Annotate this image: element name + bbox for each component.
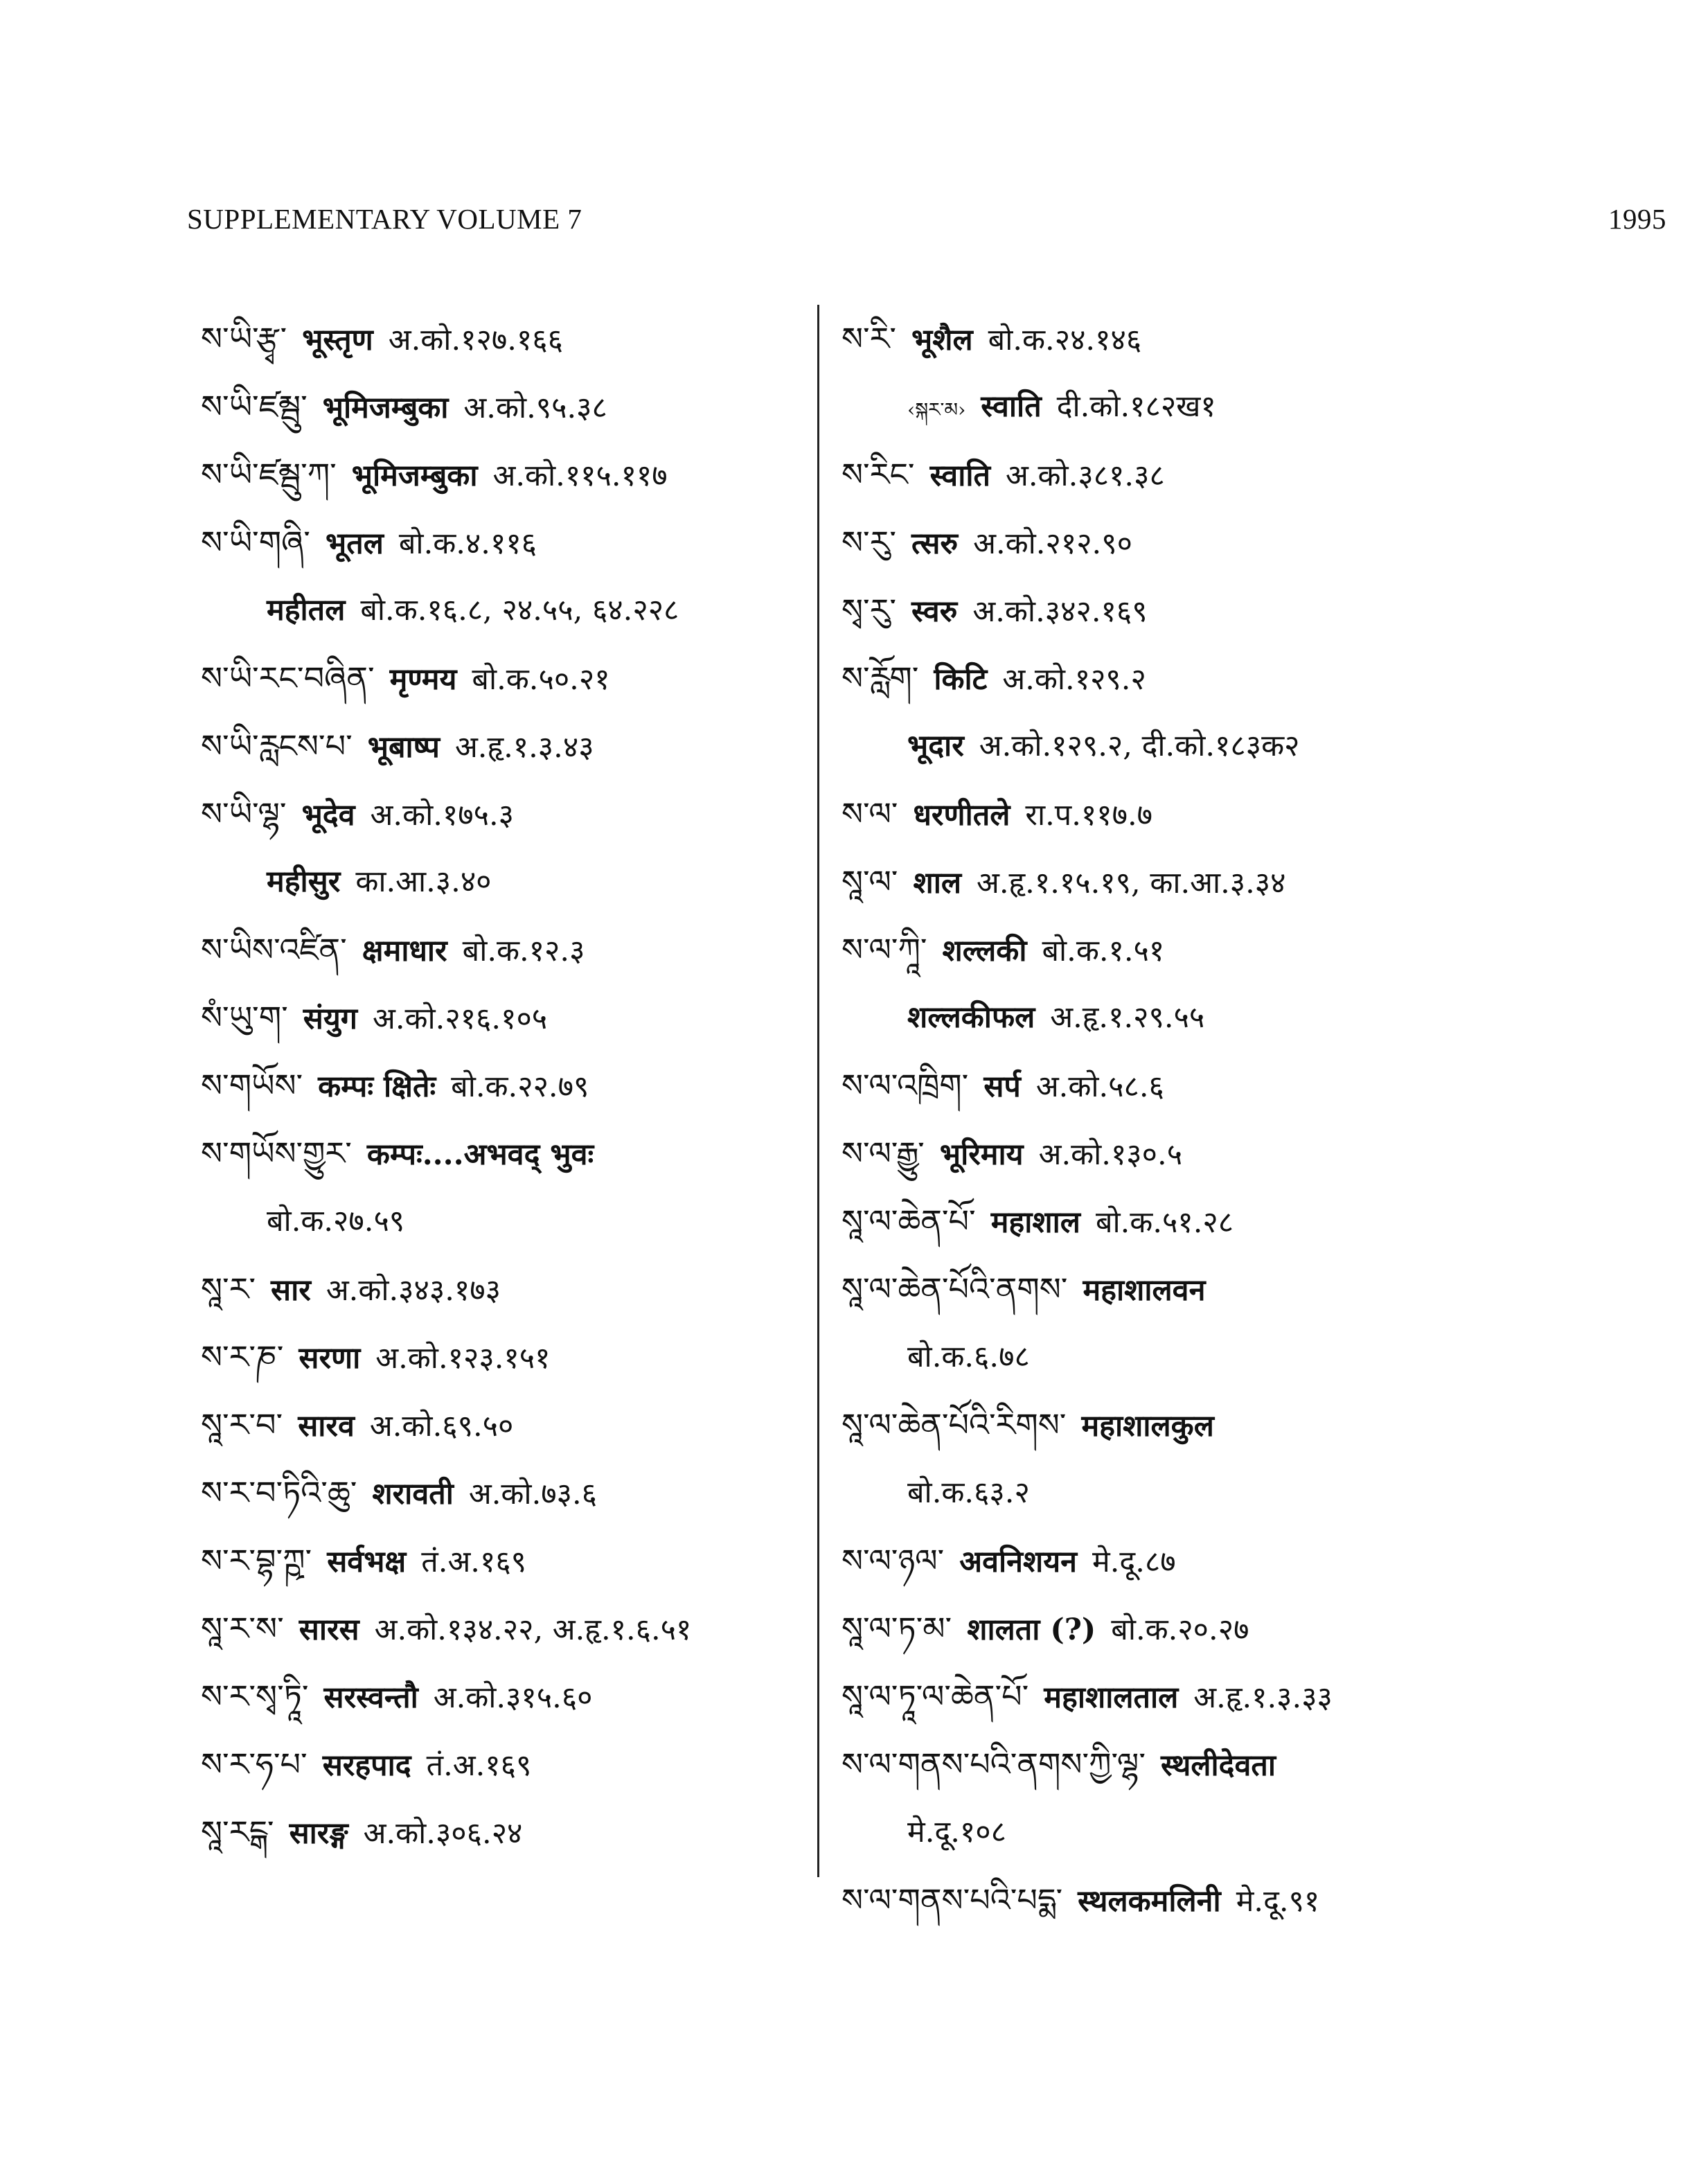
sanskrit-term: भूरिमाय <box>939 1137 1024 1172</box>
sanskrit-term: भूतल <box>325 526 384 561</box>
dictionary-entry <box>841 1391 1465 1459</box>
dictionary-entry <box>841 441 1465 508</box>
sanskrit-term: सर्प <box>983 1069 1021 1104</box>
dictionary-entry <box>841 508 1465 576</box>
dictionary-entry <box>201 305 817 373</box>
dictionary-entry <box>841 1730 1465 1798</box>
sanskrit-term: सर्वभक्ष <box>327 1545 407 1579</box>
sanskrit-term: सरहपाद <box>322 1748 411 1783</box>
tibetan-term: སཱ་ལ་ཏཱ་ལ་ཆེན་པོ་ <box>841 1678 1029 1715</box>
reference: अ.को.७३.६ <box>468 1477 597 1511</box>
sanskrit-term: किटि <box>934 662 988 697</box>
sanskrit-term: सरणा <box>299 1341 361 1376</box>
tibetan-term: ས་རུ་ <box>841 524 897 561</box>
dictionary-entry <box>841 780 1465 848</box>
sanskrit-term: सारस <box>299 1613 359 1647</box>
tibetan-term: སཱ་ལ་ཏ་མ་ <box>841 1610 952 1647</box>
tibetan-term: ས་ཡི་ལྷ་ <box>201 795 287 833</box>
sanskrit-term: अवनिशयन <box>959 1545 1078 1579</box>
tibetan-term: ས་ཡི་རླངས་པ་ <box>201 727 353 765</box>
dictionary-entry <box>201 984 817 1051</box>
tibetan-term: ས་རློག་ <box>841 659 919 697</box>
tibetan-term: སཱ་རངྒ་ <box>201 1813 274 1851</box>
sanskrit-term: स्वरु <box>911 594 958 629</box>
tibetan-term: སཱ་ར་བ་ <box>201 1406 283 1444</box>
running-title: SUPPLEMENTARY VOLUME 7 <box>187 203 582 235</box>
reference: मे.दू.१०८ <box>907 1815 1006 1849</box>
sanskrit-term: कम्पः....अभवद् भुवः <box>366 1137 594 1172</box>
sanskrit-term: सार <box>271 1273 311 1308</box>
sanskrit-term: शल्लकीफल <box>907 1000 1035 1035</box>
tibetan-term: ས་གཡོས་ <box>201 1067 303 1104</box>
entry-continuation <box>201 1187 817 1255</box>
sanskrit-term: महीतल <box>267 593 346 628</box>
sanskrit-term: स्वाति <box>929 459 990 493</box>
entry-continuation <box>841 712 1465 780</box>
tibetan-term: ས་ལ་གནས་པའི་པདྨ་ <box>841 1881 1063 1919</box>
dictionary-entry <box>841 1119 1465 1187</box>
dictionary-entry <box>201 712 817 780</box>
reference: बो.क.२२.७९ <box>451 1069 589 1104</box>
dictionary-entry <box>841 1866 1465 1934</box>
reference: बो.क.२०.२७ <box>1111 1613 1249 1647</box>
dictionary-entry <box>201 1459 817 1527</box>
tibetan-term: ས་ར་སྭ་ཏཱི་ <box>201 1678 309 1715</box>
dictionary-entry <box>841 916 1465 984</box>
tibetan-term: ས་ཡི་ཛམྦུ་ <box>201 388 308 425</box>
reference: अ.को.१२३.१५१ <box>375 1341 551 1376</box>
reference: अ.को.५८.६ <box>1035 1069 1164 1104</box>
page-number: 1995 <box>1608 203 1666 235</box>
tibetan-term: སཱ་ར་ <box>201 1270 256 1308</box>
entry-continuation <box>201 848 817 916</box>
entry-continuation <box>841 1798 1465 1866</box>
sanskrit-term: सारङ्ग <box>289 1816 348 1851</box>
sanskrit-term: महीसुर <box>267 864 341 899</box>
sanskrit-term: भूशैल <box>911 323 973 357</box>
dictionary-entry <box>201 1391 817 1459</box>
sanskrit-term: महाशाल <box>990 1205 1080 1240</box>
reference: तं.अ.१६९ <box>426 1748 532 1783</box>
sanskrit-term: महाशालवन <box>1083 1273 1206 1308</box>
sanskrit-term: धरणीतले <box>913 798 1010 833</box>
annotation: ‹སྐར་མ› <box>907 398 966 421</box>
dictionary-entry <box>201 1662 817 1730</box>
reference: रा.प.११७.७ <box>1025 798 1152 833</box>
dictionary-entry <box>841 305 1465 373</box>
tibetan-term: སཱ་ར་ས་ <box>201 1610 284 1647</box>
reference: अ.को.३४२.१६९ <box>972 594 1148 629</box>
dictionary-entry <box>841 1051 1465 1119</box>
tibetan-term: ས་ལ་ཉལ་ <box>841 1542 945 1579</box>
reference: बो.क.१२.३ <box>462 934 585 968</box>
tibetan-term: ས་ར་བྷ་ཀྵ་ <box>201 1542 312 1579</box>
sanskrit-term: भूमिजम्बुका <box>351 459 478 493</box>
reference: अ.को.२१६.१०५ <box>372 1002 548 1036</box>
sanskrit-term: शरावती <box>372 1477 454 1511</box>
dictionary-entry <box>841 1255 1465 1323</box>
tibetan-term: ས་ཡི་རྩྭ་ <box>201 320 287 357</box>
sanskrit-term: भूदार <box>907 729 964 763</box>
dictionary-entry <box>201 508 817 576</box>
reference: का.आ.३.४० <box>355 864 492 899</box>
column-divider <box>817 305 819 1877</box>
reference: अ.को.१३४.२२, अ.हृ.१.६.५१ <box>374 1613 692 1647</box>
sanskrit-term: भूस्तृण <box>302 323 373 357</box>
reference: बो.क.६३.२ <box>907 1475 1030 1510</box>
dictionary-entry <box>201 441 817 508</box>
sanskrit-term: महाशालकुल <box>1081 1409 1214 1444</box>
tibetan-term: ས་ར་ཧ་པ་ <box>201 1746 308 1783</box>
dictionary-entry <box>201 1051 817 1119</box>
dictionary-entry <box>201 916 817 984</box>
sanskrit-term: शालता (?) <box>967 1613 1096 1647</box>
tibetan-term: ས་རི་ <box>841 320 897 357</box>
reference: अ.को.२१२.९० <box>973 526 1132 561</box>
reference: बो.क.१६.८, २४.५५, ६४.२२८ <box>360 593 679 628</box>
reference: दी.को.१८२ख१ <box>1056 389 1216 424</box>
tibetan-term: སཱ་ལ་ཆེན་པོའི་ནགས་ <box>841 1270 1068 1308</box>
sanskrit-term: शाल <box>913 866 961 900</box>
dictionary-entry <box>201 1119 817 1187</box>
sanskrit-term: भूमिजम्बुका <box>322 391 449 425</box>
tibetan-term: ས་ར་ཎ་ <box>201 1338 284 1376</box>
entry-continuation <box>841 1459 1465 1527</box>
dictionary-entry <box>841 644 1465 712</box>
reference: बो.क.६.७८ <box>907 1340 1030 1374</box>
dictionary-entry <box>841 1187 1465 1255</box>
sanskrit-term: भूदेव <box>301 798 355 833</box>
reference: बो.क.२७.५९ <box>267 1204 405 1239</box>
reference: बो.क.५०.२१ <box>472 662 610 697</box>
sanskrit-term: क्षमाधार <box>362 934 447 968</box>
right-column <box>841 305 1465 1934</box>
reference: बो.क.४.११६ <box>398 526 537 561</box>
reference: अ.को.९५.३८ <box>463 391 607 425</box>
sanskrit-term: कम्पः क्षितेः <box>318 1069 436 1104</box>
reference: अ.को.३४३.१७३ <box>326 1273 501 1308</box>
reference: बो.क.५१.२८ <box>1095 1205 1234 1240</box>
tibetan-term: སཱ་ལ་ཆེན་པོའི་རིགས་ <box>841 1406 1067 1444</box>
tibetan-term: ས་ཡི་ཛམྦུ་ཀ་ <box>201 456 337 493</box>
tibetan-term: སཱ་ལ་ཆེན་པོ་ <box>841 1202 976 1240</box>
reference: अ.को.१२७.१६६ <box>388 323 563 357</box>
dictionary-entry <box>201 780 817 848</box>
dictionary-entry <box>201 1730 817 1798</box>
tibetan-term: སཾ་ཡུ་ག་ <box>201 999 288 1036</box>
reference: बो.क.१.५१ <box>1042 934 1165 968</box>
reference: मे.दू.९१ <box>1236 1884 1320 1919</box>
tibetan-term: ས་ལ་ཀཱི་ <box>841 931 927 968</box>
entry-continuation <box>201 576 817 644</box>
reference: तं.अ.१६९ <box>421 1545 527 1579</box>
reference: अ.हृ.१.२९.५५ <box>1050 1000 1205 1035</box>
dictionary-entry <box>201 1323 817 1391</box>
reference: अ.को.१७५.३ <box>370 798 515 833</box>
dictionary-entry <box>841 1595 1465 1662</box>
sanskrit-term: शल्लकी <box>942 934 1027 968</box>
tibetan-term: ས་ཡི་རང་བཞིན་ <box>201 659 375 697</box>
reference: अ.को.१२९.२ <box>1002 662 1146 697</box>
dictionary-entry <box>201 1798 817 1866</box>
dictionary-entry <box>201 1595 817 1662</box>
tibetan-term: ས་ཡིས་འཛིན་ <box>201 931 347 968</box>
reference: अ.को.३८१.३८ <box>1006 459 1165 493</box>
reference: अ.हृ.१.३.४३ <box>454 730 594 765</box>
sanskrit-term: सरस्वन्तौ <box>323 1680 418 1715</box>
tibetan-term: ས་གཡོས་གྱུར་ <box>201 1135 352 1172</box>
entry-continuation <box>841 1323 1465 1391</box>
sanskrit-term: भूबाष्प <box>367 730 440 765</box>
reference: अ.को.१२९.२, दी.को.१८३क२ <box>979 729 1300 763</box>
tibetan-term: ས་ར་བ་ཏིའི་ཆུ་ <box>201 1474 357 1511</box>
tibetan-term: ས་རིང་ <box>841 456 915 493</box>
sanskrit-term: महाशालताल <box>1044 1680 1179 1715</box>
reference: अ.को.३१५.६० <box>433 1680 593 1715</box>
reference: बो.क.२४.१४६ <box>988 323 1142 357</box>
reference: अ.को.३०६.२४ <box>363 1816 523 1851</box>
reference: अ.को.६९.५० <box>369 1409 514 1444</box>
dictionary-entry <box>201 1527 817 1595</box>
tibetan-term: ས་ལ་རྒྱུ་ <box>841 1135 925 1172</box>
dictionary-entry <box>841 576 1465 644</box>
dictionary-entry <box>841 1662 1465 1730</box>
tibetan-term: སྭ་རུ་ <box>841 592 897 629</box>
tibetan-term: ས་ཡི་གཞི་ <box>201 524 310 561</box>
reference: अ.हृ.१.३.३३ <box>1193 1680 1333 1715</box>
sanskrit-term: सारव <box>298 1409 355 1444</box>
dictionary-entry <box>841 848 1465 916</box>
page-header <box>187 202 1666 244</box>
entry-continuation <box>841 373 1465 441</box>
sanskrit-term: स्थलकमलिनी <box>1078 1884 1221 1919</box>
sanskrit-term: स्थलीदेवता <box>1161 1748 1276 1783</box>
tibetan-term: ས་ལ་གནས་པའི་ནགས་ཀྱི་ལྷ་ <box>841 1746 1146 1783</box>
sanskrit-term: संयुग <box>303 1002 357 1036</box>
dictionary-entry <box>201 373 817 441</box>
sanskrit-term: त्सरु <box>911 526 959 561</box>
tibetan-term: ས་ལ་འཁྲིག་ <box>841 1067 969 1104</box>
reference: अ.हृ.१.१५.१९, का.आ.३.३४ <box>977 866 1286 900</box>
reference: अ.को.१३०.५ <box>1038 1137 1183 1172</box>
reference: अ.को.११५.११७ <box>492 459 668 493</box>
tibetan-term: ས་ལ་ <box>841 795 898 833</box>
sanskrit-term: मृण्मय <box>389 662 457 697</box>
entry-continuation <box>841 984 1465 1051</box>
reference: मे.दू.८७ <box>1092 1545 1176 1579</box>
dictionary-entry <box>201 644 817 712</box>
left-column <box>201 305 817 1866</box>
dictionary-entry <box>841 1527 1465 1595</box>
tibetan-term: སཱ་ལ་ <box>841 863 898 900</box>
dictionary-entry <box>201 1255 817 1323</box>
sanskrit-term: स्वाति <box>981 389 1042 424</box>
